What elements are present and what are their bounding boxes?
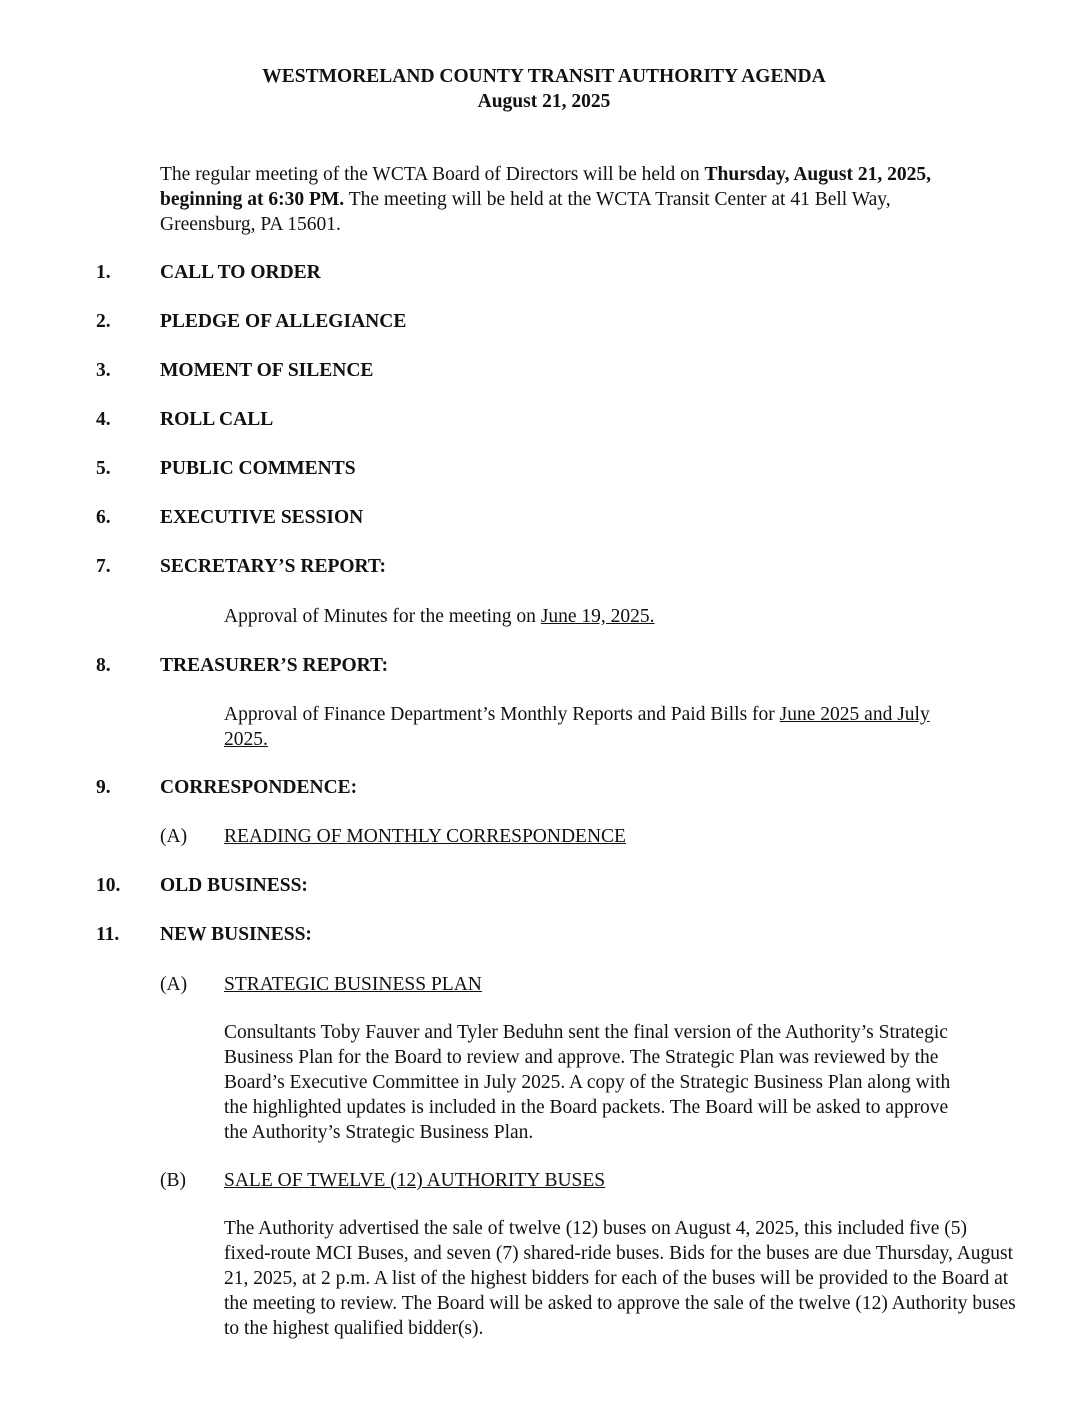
item-number: 5. [96,458,111,479]
item-heading-roll-call: ROLL CALL [160,409,274,430]
secretary-report-text [224,604,1014,629]
subitem-letter: (A) [160,826,188,847]
treasurer-report-period: June 2025 and July 2025. [224,704,930,750]
item-number: 7. [96,556,111,577]
subitem-letter: (B) [160,1170,186,1191]
intro-text-1: The regular meeting of the WCTA Board of Directors will be held on [160,164,705,185]
secretary-minutes-date: June 19, 2025. [540,606,655,627]
item-number: 8. [96,655,111,676]
strategic-plan-body: Consultants Toby Fauver and Tyler Beduhn sent the final version of the Authority’s Strategic Business Plan for the Board to review and approve. The Strategic Plan was reviewed by the Board’s Executive Committee in July 2025. A copy of the Strategic Business Plan along with the highlighted updates is included in the Board packets. The Board will be asked to approve the Authority’s Strategic Business Plan. [224,1022,951,1143]
item-number: 4. [96,409,111,430]
document-date: August 21, 2025 [477,91,611,112]
item-heading-old-business: OLD BUSINESS: [160,875,308,896]
subitem-letter: (A) [160,974,188,995]
bus-sale-body: The Authority advertised the sale of twelve (12) buses on August 4, 2025, this included five (5) fixed-route MCI Buses, and seven (7) shared-ride buses. Bids for the buses are due Thursday, August 21, 2025, at 2 p.m. A list of the highest bidders for each of the buses will be provided to the Board at the meeting to review. The Board will be asked to approve the sale of the twelve (12) Authority buses to the highest qualified bidder(s). [224,1218,1016,1339]
document-title: WESTMORELAND COUNTY TRANSIT AUTHORITY AGENDA [262,66,826,87]
item-heading-public-comments: PUBLIC COMMENTS [160,458,356,479]
subitem-title-bus-sale: SALE OF TWELVE (12) AUTHORITY BUSES [224,1170,606,1191]
item-heading-moment-of-silence: MOMENT OF SILENCE [160,360,374,381]
subitem-title-strategic-plan: STRATEGIC BUSINESS PLAN [224,974,482,995]
subitem-title-monthly-correspondence: READING OF MONTHLY CORRESPONDENCE [224,826,626,847]
secretary-text: Approval of Minutes for the meeting on [224,606,541,627]
item-number: 6. [96,507,111,528]
item-number: 11. [96,924,120,945]
intro-meeting-time: Thursday, August 21, 2025, beginning at 6:30 PM. [160,164,931,210]
item-number: 2. [96,311,111,332]
item-number: 9. [96,777,111,798]
treasurer-text: Approval of Finance Department’s Monthly Reports and Paid Bills for [224,704,780,725]
item-number: 1. [96,262,111,283]
item-heading-executive-session: EXECUTIVE SESSION [160,507,364,528]
intro-text-2: The meeting will be held at the WCTA Transit Center at 41 Bell Way, Greensburg, PA 15601. [160,189,891,235]
item-heading-call-to-order: CALL TO ORDER [160,262,321,283]
item-heading-new-business: NEW BUSINESS: [160,924,312,945]
item-number: 3. [96,360,111,381]
item-heading-treasurer-report: TREASURER’S REPORT: [160,655,389,676]
intro-paragraph [160,162,980,237]
item-heading-correspondence: CORRESPONDENCE: [160,777,358,798]
item-number: 10. [96,875,121,896]
treasurer-report-text [224,702,964,752]
item-heading-pledge: PLEDGE OF ALLEGIANCE [160,311,407,332]
item-heading-secretary-report: SECRETARY’S REPORT: [160,556,386,577]
